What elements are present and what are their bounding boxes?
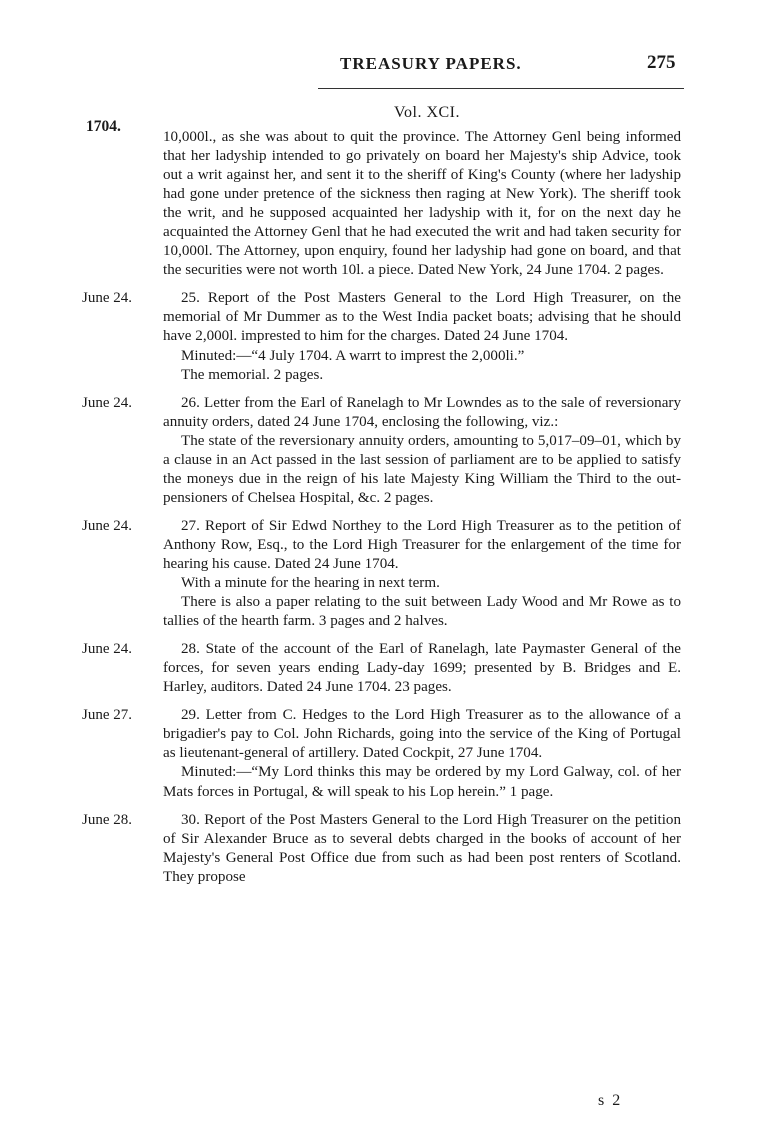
header-rule: [318, 88, 684, 89]
entry-paragraph: 26. Letter from the Earl of Ranelagh to Mr Lowndes as to the sale of reversionary annuity orders, dated 24 June 1704, enclosing the following, viz.:: [163, 394, 681, 430]
entry: [0, 289, 768, 384]
entries-list: [0, 128, 768, 896]
entry-paragraph: 28. State of the account of the Earl of Ranelagh, late Paymaster General of the forces, for seven years ending Lady-day 1699; presented by B. Bridges and E. Harley, auditors. Dated 24 June 1704. 23 pages.: [163, 641, 681, 696]
entry-date: June 27.: [82, 707, 132, 724]
entry-paragraph: 29. Letter from C. Hedges to the Lord High Treasurer as to the allowance of a brigadier's pay to Col. John Richards, going into the service of the King of Portugal as lieutenant-general of artillery. Dated Cockpit, 27 June 1704.: [163, 707, 681, 762]
volume-heading: Vol. XCI.: [394, 104, 460, 121]
entry: [0, 811, 768, 887]
entry-body: [163, 289, 681, 384]
entry-body: [163, 394, 681, 508]
entry: [0, 706, 768, 801]
entry-enclosure: The state of the reversionary annuity orders, amounting to 5,017–09–01, which by a clause in an Act passed in the last session of parliament are to be applied to satisfy the moneys due in the reign of his late Majesty King William the Third to the out-pensioners of Chelsea Hospital, &c. 2 pages.: [163, 432, 681, 506]
entry-enclosure: The memorial. 2 pages.: [181, 366, 324, 383]
entry-body: [163, 128, 681, 280]
entry-minute: Minuted:—“4 July 1704. A warrt to imprest the 2,000li.”: [181, 347, 525, 364]
entry-minute: Minuted:—“My Lord thinks this may be ordered by my Lord Galway, col. of her Mats forces in Portugal, & will speak to his Lop herein.” 1 page.: [163, 764, 681, 800]
entry-date: June 28.: [82, 811, 132, 828]
entry: [0, 640, 768, 697]
entry-date: June 24.: [82, 641, 132, 658]
entry-date: June 24.: [82, 290, 132, 307]
entry-body: [163, 517, 681, 631]
page-number: 275: [647, 52, 676, 73]
entry-date: June 24.: [82, 394, 132, 411]
signature-mark: s 2: [598, 1092, 623, 1109]
entry-body: [163, 706, 681, 801]
entry-paragraph: 27. Report of Sir Edwd Northey to the Lord High Treasurer as to the petition of Anthony Row, Esq., to the Lord High Treasurer for the enlargement of the time for hearing his cause. Dated 24 June 1704.: [163, 517, 681, 572]
running-head: TREASURY PAPERS.: [340, 54, 522, 73]
entry-paragraph: 30. Report of the Post Masters General to the Lord High Treasurer on the petition of Sir Alexander Bruce as to several debts charged in the books of account of her Majesty's General Post Office due from such as had been post renters of Scotland. They propose: [163, 811, 681, 885]
entry-minute: With a minute for the hearing in next term.: [181, 575, 440, 592]
entry: [0, 394, 768, 508]
entry-paragraph: 25. Report of the Post Masters General to the Lord High Treasurer, on the memorial of Mr Dummer as to the West India packet boats; advising that he should have 2,000l. imprested to him for the charges. Dated 24 June 1704.: [163, 290, 681, 345]
entry-body: [163, 640, 681, 697]
entry-date: June 24.: [82, 517, 132, 534]
entry: [0, 517, 768, 631]
entry: [0, 128, 768, 280]
entry-enclosure: There is also a paper relating to the suit between Lady Wood and Mr Rowe as to tallies of the hearth farm. 3 pages and 2 halves.: [163, 594, 681, 630]
year-margin-note: 1704.: [86, 118, 121, 135]
entry-body: [163, 811, 681, 887]
entry-paragraph: 10,000l., as she was about to quit the province. The Attorney Genl being informed that her ladyship intended to go privately on board her Majesty's ship Advice, took out a writ against her, and sent it to the sheriff of King's County (where her ladyship had gone under pretence of the sickness then raging at New York). The sheriff took the writ, and he supposed acquainted her ladyship with it, for on the next day he acquainted the Attorney Genl that he had executed the writ and had taken security for 10,000l. The Attorney, upon enquiry, found her ladyship had gone on board, and that the securities were not worth 10l. a piece. Dated New York, 24 June 1704. 2 pages.: [163, 129, 681, 279]
